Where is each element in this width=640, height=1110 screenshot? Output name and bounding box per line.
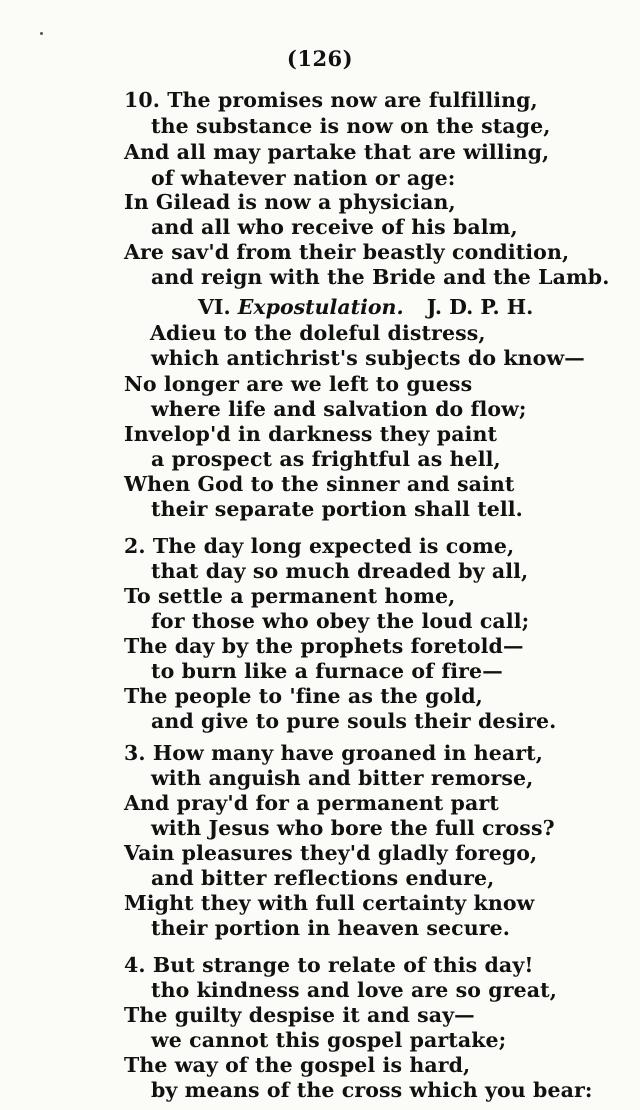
verse-line: When God to the sinner and saint [124,472,515,496]
verse-line: where life and salvation do flow; [151,397,527,421]
speck-mark [40,32,43,35]
verse-line: by means of the cross which you bear: [151,1078,593,1102]
verse-line: No longer are we left to guess [124,372,473,396]
hymn-author: J. D. P. H. [426,295,534,319]
verse-line: of whatever nation or age: [151,166,456,190]
verse-line: and reign with the Bride and the Lamb. [151,265,610,289]
verse-line: for those who obey the loud call; [151,609,530,633]
verse-line: The way of the gospel is hard, [124,1053,471,1077]
verse-line: with anguish and bitter remorse, [151,766,534,790]
verse-line: the substance is now on the stage, [151,114,551,138]
verse-line: tho kindness and love are so great, [151,978,557,1002]
verse-line: 10. The promises now are fulfilling, [124,88,538,112]
verse-line: In Gilead is now a physician, [124,190,456,214]
verse-line: And pray'd for a permanent part [124,791,499,815]
verse-line: The people to 'fine as the gold, [124,684,483,708]
verse-line: Might they with full certainty know [124,891,535,915]
verse-line: with Jesus who bore the full cross? [151,816,555,840]
page-number: (126) [286,46,354,71]
verse-line: And all may partake that are willing, [124,140,550,164]
verse-line: and all who receive of his balm, [151,215,518,239]
verse-line: and bitter reflections endure, [151,866,495,890]
verse-line: The day by the prophets foretold— [124,634,524,658]
verse-line: 4. But strange to relate of this day! [124,953,534,977]
verse-line: Invelop'd in darkness they paint [124,422,498,446]
verse-line: The guilty despise it and say— [124,1003,475,1027]
hymn-title: Expostulation. [237,295,404,319]
verse-line: Vain pleasures they'd gladly forego, [124,841,538,865]
verse-line: which antichrist's subjects do know— [151,346,585,370]
verse-line: 2. The day long expected is come, [124,534,515,558]
hymn-heading [198,294,533,320]
hymn-number: VI. [198,295,231,319]
verse-line: Adieu to the doleful distress, [150,321,486,345]
verse-line: that day so much dreaded by all, [151,559,529,583]
verse-line: to burn like a furnace of fire— [151,659,503,683]
verse-line: a prospect as frightful as hell, [151,447,501,471]
verse-line: their portion in heaven secure. [151,916,511,940]
verse-line: and give to pure souls their desire. [151,709,557,733]
verse-line: To settle a permanent home, [124,584,456,608]
verse-line: their separate portion shall tell. [151,497,523,521]
verse-line: Are sav'd from their beastly condition, [124,240,570,264]
verse-line: 3. How many have groaned in heart, [124,741,543,765]
verse-line: we cannot this gospel partake; [151,1028,507,1052]
